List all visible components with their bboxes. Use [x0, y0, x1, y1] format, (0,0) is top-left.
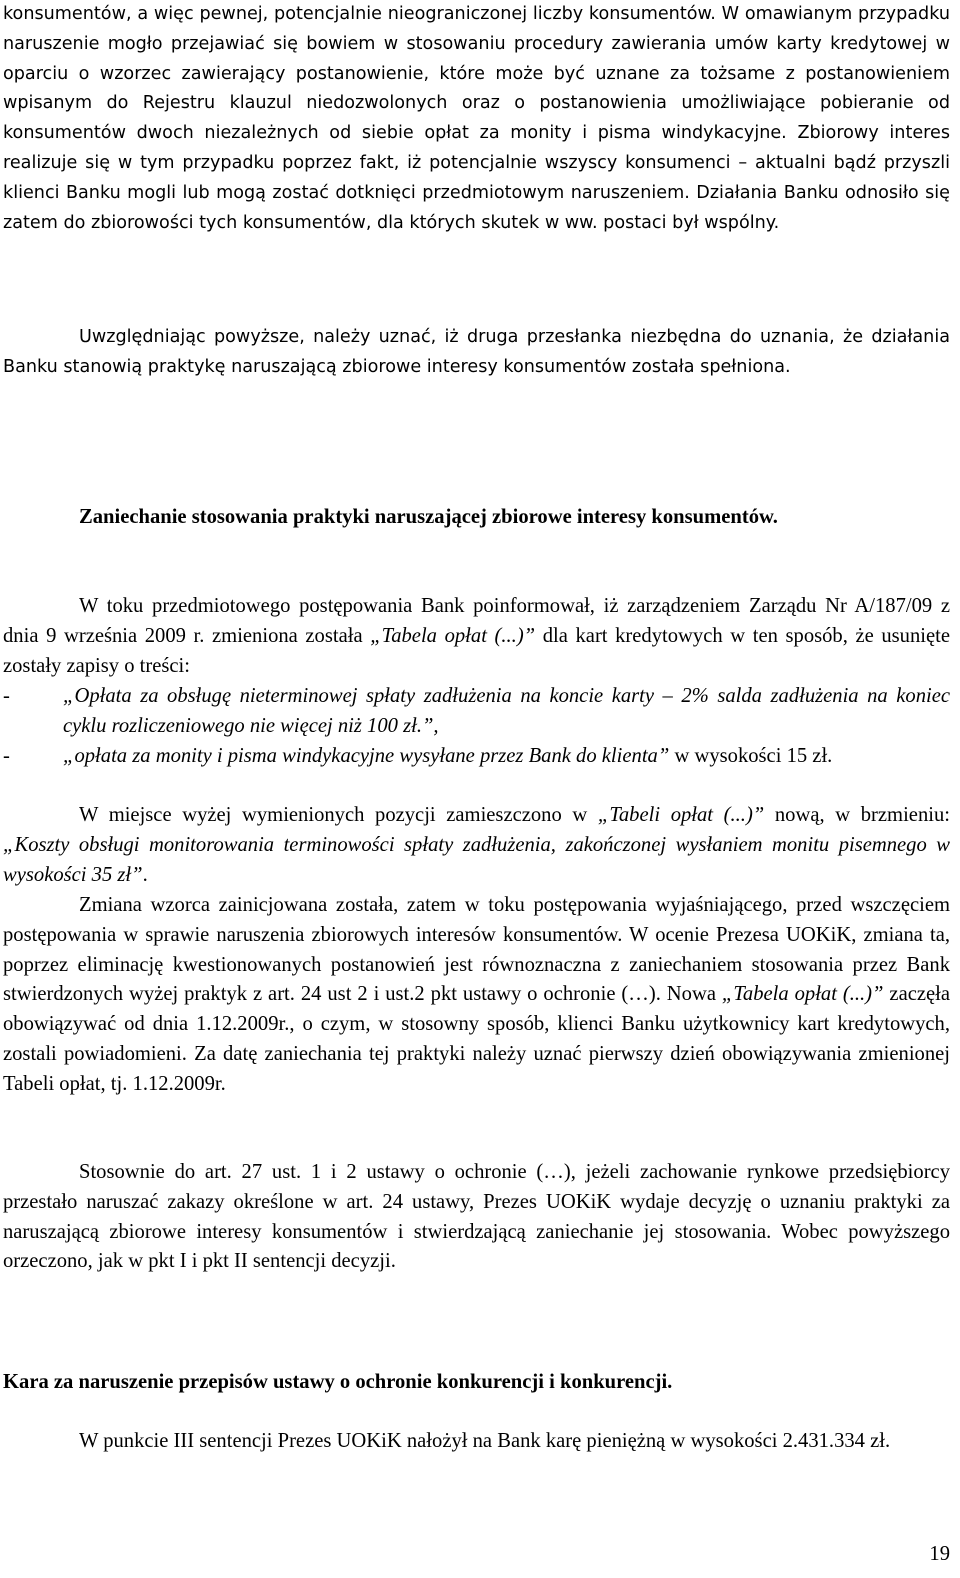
- paragraph-text: Uwzględniając powyższe, należy uznać, iż druga przesłanka niezbędna do uznania, że działania Banku stanowią praktykę naruszającą zbiorowe interesy konsumentów została spełniona.: [3, 327, 950, 377]
- section-heading-cessation: Zaniechanie stosowania praktyki naruszającej zbiorowe interesy konsumentów.: [79, 506, 778, 528]
- paragraph-text-collective-interest: Zbiorowy interes realizuje się w tym przypadku poprzez fakt, iż potencjalnie wszyscy konsumenci – aktualni bądź przyszli klienci Banku mogli lub mogą zostać dotknięci przedmiotowym naruszeniem. Działania Banku odnosiło się zatem do zbiorowości tych konsumentów, dla których skutek w ww. postaci był wspólny.: [3, 123, 951, 233]
- paragraph-change-assessment: Zmiana wzorca zainicjowana została, zatem w toku postępowania wyjaśniającego, przed wszczęciem postępowania w sprawie naruszenia zbiorowych interesów konsumentów. W ocenie Prezesa UOKiK, zmiana ta, poprzez eliminację kwestionowanych postanowień jest równoznaczna z zaniechaniem stosowania przez Bank stwierdzonych wyżej praktyk z art. 24 ust 2 i ust.2 pkt ustawy o ochronie (…). Nowa „Tabela opłat (...)” zaczęła obowiązywać od dnia 1.12.2009r., o czym, w stosowny sposób, klienci Banku użytkownicy kart kredytowych, zostali powiadomieni. Za datę zaniechania tej praktyki należy uznać pierwszy dzień obowiązywania zmienionej Tabeli opłat, tj. 1.12.2009r.: [3, 894, 950, 1095]
- paragraph-art-27: Stosownie do art. 27 ust. 1 i 2 ustawy o ochronie (…), jeżeli zachowanie rynkowe przedsiębiorcy przestało naruszać zakazy określone w art. 24 ustawy, Prezes UOKiK wydaje decyzję o uznaniu praktyki za naruszającą zbiorowe interesy konsumentów i stwierdzającą zaniechanie jej stosowania. Wobec powyższego orzeczono, jak w pkt I i pkt II sentencji decyzji.: [3, 1161, 950, 1273]
- paragraph-penalty-amount: W punkcie III sentencji Prezes UOKiK nałożył na Bank karę pieniężną w wysokości 2.431.334 zł.: [79, 1430, 891, 1452]
- list-bullet: -: [3, 685, 10, 707]
- list-bullet: -: [3, 744, 10, 767]
- page-number: 19: [929, 1543, 950, 1565]
- quoted-table-name: „Tabela opłat (...)”: [370, 624, 536, 647]
- paragraph-consumers-scope: [3, 0, 950, 238]
- list-item: - „opłata za monity i pisma windykacyjne wysyłane przez Bank do klienta” w wysokości 15 zł.: [3, 742, 950, 772]
- removed-clauses-list: [3, 682, 950, 771]
- paragraph-new-fee: W miejsce wyżej wymienionych pozycji zamieszczono w „Tabeli opłat (...)” nową, w brzmieniu: „Koszty obsługi monitorowania terminowości spłaty zadłużenia, zakończonej wysłaniem monitu pisemnego w wysokości 35 zł”.: [3, 804, 950, 886]
- paragraph-second-premise: [3, 323, 950, 383]
- paragraph-text: konsumentów, a więc pewnej, potencjalnie nieograniczonej liczby konsumentów. W omawianym przypadku naruszenie mogło przejawiać się bowiem w stosowaniu procedury zawierania umów karty kredytowej w oparciu o wzorzec zawierający postanowienie, które może być uznane za tożsame z postanowieniem wpisanym do Rejestru klauzul niedozwolonych oraz o postanowienia umożliwiające pobieranie od konsumentów dwoch niezależnych od siebie opłat za monity i pisma windykacyjne.: [3, 4, 950, 144]
- section-heading-penalty: Kara za naruszenie przepisów ustawy o ochronie konkurencji i konkurencji.: [3, 1371, 673, 1393]
- paragraph-fee-table-change: W toku przedmiotowego postępowania Bank poinformował, iż zarządzeniem Zarządu Nr A/187/09 z dnia 9 września 2009 r. zmieniona została „Tabela opłat (...)” dla kart kredytowych w ten sposób, że usunięte zostały zapisy o treści:: [3, 595, 950, 677]
- list-item: - „Opłata za obsługę nieterminowej spłaty zadłużenia na koncie karty – 2% salda zadłużenia na koniec cyklu rozliczeniowego nie więcej niż 100 zł.”,: [3, 682, 950, 742]
